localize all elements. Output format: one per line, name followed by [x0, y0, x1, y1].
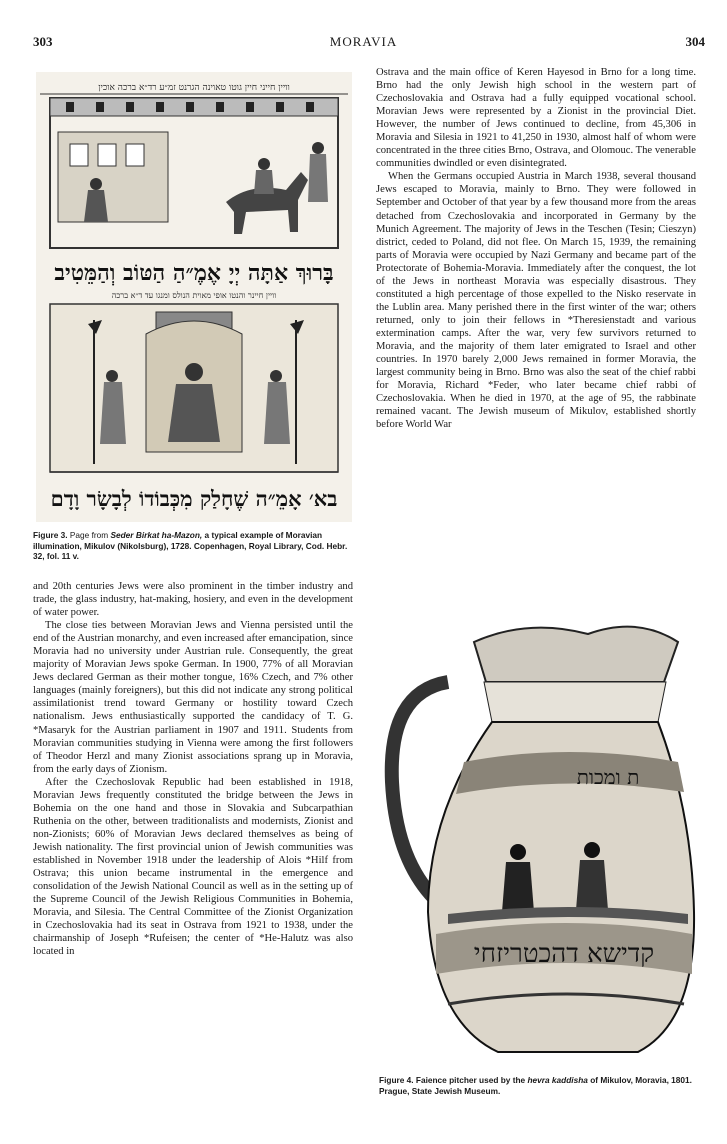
- paragraph: After the Czechoslovak Republic had been established in 1918, Moravian Jews frequently constituted the bridge between the Jews in Bohemia on the one hand and those in Slovakia and Subcarpathian Ruthenia on the other, between traditionalists and modernists, Zionist and non-Zionists; 60% of Moravian Jews declared themselves as being of Jewish nationality. The first provincial union of Jewish communities was established in November 1918 under the leadership of Alois *Hilf from Ostrava; this union became instrumental in the emergence and consolidation of the Jewish National Council as well as in the setting up of the Supreme Council of the Jewish Religious Communities in Bohemia, Moravia, and Silesia. The Central Committee of the Zionist Organization in Czechoslovakia had its seat in Ostrava from 1921 to 1938, under the chairmanship of Joseph *Rufeisen; the center of *He-Halutz was also located in: [33, 776, 353, 958]
- figure-3-caption: [33, 530, 353, 562]
- figure-3-manuscript-illumination: [36, 72, 352, 522]
- figure-3-caption-title: Seder Birkat ha-Mazon,: [110, 530, 203, 540]
- figure-4-label: Figure 4.: [379, 1075, 414, 1085]
- figure-4-caption: [379, 1075, 699, 1096]
- page-number-left: 303: [33, 34, 53, 49]
- left-column-text: [33, 580, 353, 958]
- right-column-text: [376, 66, 696, 431]
- pitcher-lower-inscription: קדישא דהכטריזחי: [473, 939, 655, 969]
- pitcher-upper-inscription: ת ומכות: [576, 765, 640, 789]
- figure-4-caption-title: hevra kaddisha: [527, 1075, 588, 1085]
- manuscript-bottom-line: בא׳ אָמֵ״ה שֶׁחָלַק מִכְּבוֹדוֹ לְבָשָׂר וָדָם: [50, 486, 338, 511]
- figure-3-label: Figure 3.: [33, 530, 68, 540]
- manuscript-illustration: [36, 72, 352, 522]
- figure-3-caption-pre: Page from: [67, 530, 111, 540]
- pitcher-image: [378, 612, 698, 1064]
- manuscript-top-line: וויין חייני חיין גוטו טאוינה הגרנט זמ״ע רד״א ברכה אוכין: [98, 83, 290, 93]
- paragraph: and 20th centuries Jews were also prominent in the timber industry and trade, the glass industry, hat-making, hosiery, and even in the development of water power.: [33, 581, 353, 619]
- manuscript-small-line: וויין חיינר והנטו אופי מאוית הנולס ומנגו עד ד״א ברכה: [111, 291, 277, 300]
- page-number-right: 304: [685, 34, 705, 49]
- paragraph: The close ties between Moravian Jews and Vienna persisted until the end of the Austrian monarchy, and even increased after emancipation, since Moravia had no university under Austrian rule. Consequently, the great majority of Moravian Jews spoke German. In 1900, 77% of all Moravian Jews declared German as their mother tongue, 16% Czech, and 7% other languages (mainly foreigners), but this did not indicate any strong political assimilationist trend toward Germany or hostility toward Czech nationalism. Jews enthusiastically supported the candidacy of T. G. *Masaryk for the Austrian parliament in 1907 and 1911. Students from Moravian communities studying in Vienna were among the first followers of Theodor Herzl and many Zionist associations sprang up in Moravia, from the early days of Zionism.: [33, 620, 353, 775]
- paragraph: When the Germans occupied Austria in March 1938, several thousand Jews escaped to Moravia, mainly to Brno. They were followed in September and October of that year by a few thousand more from the areas detached from Czechoslovakia and incorporated in Germany by the Munich Agreement. The majority of Jews in the Teschen (Tesin; Cieszyn) district, ceded to Poland, did not flee. On March 15, 1939, the remaining parts of Moravia were occupied by Nazi Germany and became part of the Protectorate of Bohemia-Moravia. Immediately after the conquest, the lot of the Jews in northeast Moravia was especially disastrous. They constituted a high percentage of those expelled to the Nisko reservate in the Lublin area. Many perished there in the first winter of the war; others returned, only to join their fellows in *Theresienstadt and various extermination camps. After the war, very few survivors returned to Moravia, and the majority of them later emigrated to Israel and other countries. In 1970 barely 2,000 Jews remained in former Moravia, the largest community being in Brno. Brno was also the seat of the chief rabbi for Moravia, Richard *Feder, who later became chief rabbi of Czechoslovakia. When he died in 1970, at the age of 95, the rabbinate remained vacant. The Jewish museum of Mikulov, established shortly before World War: [376, 171, 696, 431]
- figure-3-caption-post: a typical example of Moravian illumination, Mikulov (Nikolsburg), 1728. Copenhagen, Royal Library, Cod. Hebr. 32, fol. 11 v.: [33, 530, 348, 561]
- figure-4-caption-post: of Mikulov, Moravia, 1801. Prague, State Jewish Museum.: [379, 1075, 692, 1096]
- manuscript-blessing-line: בָּרוּךְ אַתָּה יְיָ אֶמֶ״הַ הַטּוֹב וְהַמֵּטִיב: [54, 260, 334, 286]
- paragraph: Ostrava and the main office of Keren Hayesod in Brno for a long time. Brno had the only Jewish high school in the western part of Czechoslovakia and Ostrava had a fully equipped vocational school. Moravian Jews were represented by a Zionist in the provincial Diet. However, the number of Jews continued to decline, from 45,306 in Moravia and Silesia in 1921 to 41,250 in 1930, almost half of whom were concentrated in the three cities Brno, Ostrava, and Olomouc. The venerable communities dwindled or even disintegrated.: [376, 67, 696, 170]
- running-title: MORAVIA: [329, 34, 398, 49]
- figure-4-caption-pre: Faience pitcher used by the: [413, 1075, 528, 1085]
- figure-4-pitcher-photo: [378, 612, 698, 1064]
